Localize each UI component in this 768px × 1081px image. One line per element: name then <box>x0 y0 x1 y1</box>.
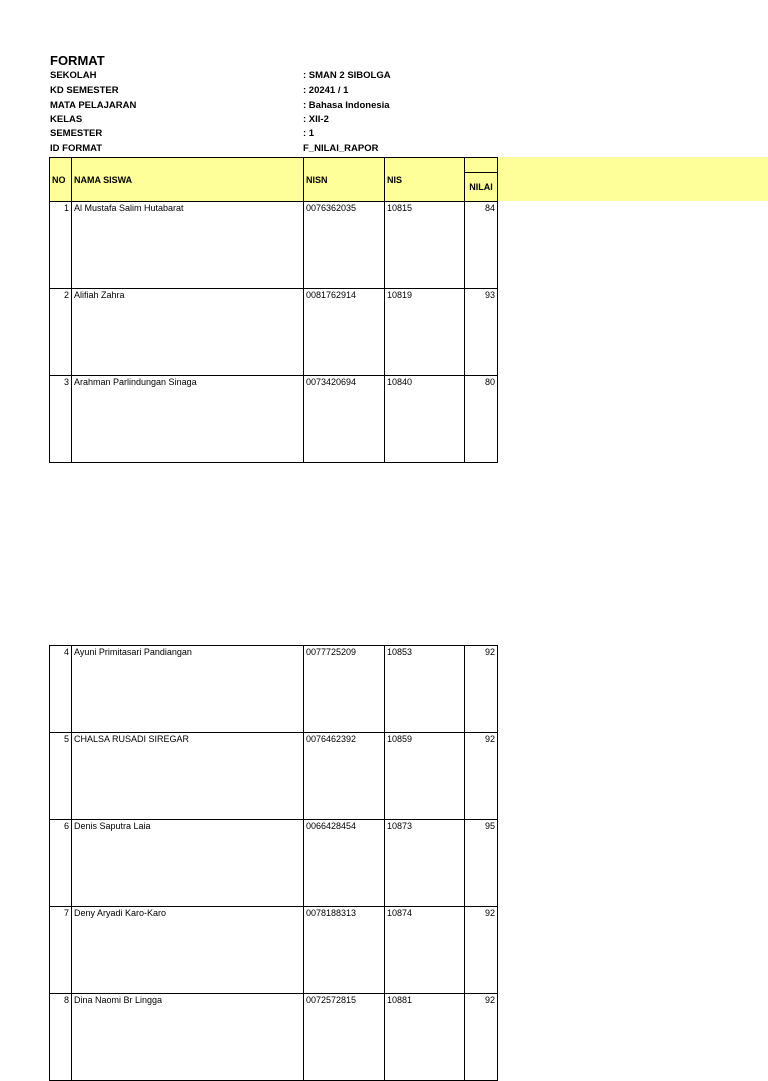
row-nisn: 0077725209 <box>304 646 385 733</box>
info-value-kelas: : XII-2 <box>303 114 329 125</box>
grades-table-part-1 <box>49 157 498 463</box>
info-label-mapel: MATA PELAJARAN <box>50 100 137 111</box>
table-row <box>50 820 498 907</box>
row-no: 2 <box>50 289 72 376</box>
info-label-kd-semester: KD SEMESTER <box>50 85 119 96</box>
row-nisn: 0076462392 <box>304 733 385 820</box>
header-nama-siswa: NAMA SISWA <box>72 158 304 202</box>
info-label-kelas: KELAS <box>50 114 83 125</box>
header-no: NO <box>50 158 72 202</box>
row-nilai: 95 <box>465 820 498 907</box>
row-nisn: 0066428454 <box>304 820 385 907</box>
row-no: 8 <box>50 994 72 1081</box>
header-nilai <box>465 158 498 202</box>
row-nilai: 93 <box>465 289 498 376</box>
row-nilai: 92 <box>465 994 498 1081</box>
table-header-row <box>50 158 498 202</box>
row-no: 5 <box>50 733 72 820</box>
row-no: 7 <box>50 907 72 994</box>
row-nilai: 80 <box>465 376 498 463</box>
info-label-semester: SEMESTER <box>50 128 103 139</box>
header-nilai-top <box>465 159 497 173</box>
row-no: 3 <box>50 376 72 463</box>
row-nis: 10874 <box>385 907 465 994</box>
table-row <box>50 733 498 820</box>
info-value-mapel: : Bahasa Indonesia <box>303 100 390 111</box>
row-no: 1 <box>50 202 72 289</box>
row-nama: Arahman Parlindungan Sinaga <box>72 376 304 463</box>
info-value-kd-semester: : 20241 / 1 <box>303 85 349 96</box>
row-nama: Alifiah Zahra <box>72 289 304 376</box>
row-nisn: 0076362035 <box>304 202 385 289</box>
row-nis: 10881 <box>385 994 465 1081</box>
header-highlight-band <box>495 157 768 201</box>
row-nama: Deny Aryadi Karo-Karo <box>72 907 304 994</box>
info-label-sekolah: SEKOLAH <box>50 70 97 81</box>
table-row <box>50 202 498 289</box>
row-nilai: 84 <box>465 202 498 289</box>
header-nis: NIS <box>385 158 465 202</box>
row-nama: Dina Naomi Br Lingga <box>72 994 304 1081</box>
table-row <box>50 376 498 463</box>
header-nisn: NISN <box>304 158 385 202</box>
row-nilai: 92 <box>465 646 498 733</box>
info-value-semester: : 1 <box>303 128 315 139</box>
table-row <box>50 646 498 733</box>
row-nisn: 0078188313 <box>304 907 385 994</box>
document-title: FORMAT <box>50 53 105 68</box>
row-nis: 10873 <box>385 820 465 907</box>
grades-table-part-2 <box>49 645 498 1081</box>
row-no: 6 <box>50 820 72 907</box>
row-nis: 10819 <box>385 289 465 376</box>
info-value-sekolah: : SMAN 2 SIBOLGA <box>303 70 391 81</box>
row-nis: 10815 <box>385 202 465 289</box>
row-nisn: 0073420694 <box>304 376 385 463</box>
row-nisn: 0072572815 <box>304 994 385 1081</box>
row-nisn: 0081762914 <box>304 289 385 376</box>
table-row <box>50 907 498 994</box>
row-nilai: 92 <box>465 733 498 820</box>
row-nis: 10840 <box>385 376 465 463</box>
info-label-id-format: ID FORMAT <box>50 143 103 154</box>
row-nis: 10859 <box>385 733 465 820</box>
row-nilai: 92 <box>465 907 498 994</box>
row-nama: CHALSA RUSADI SIREGAR <box>72 733 304 820</box>
row-nama: Denis Saputra Laia <box>72 820 304 907</box>
row-no: 4 <box>50 646 72 733</box>
info-value-id-format: F_NILAI_RAPOR <box>303 143 379 154</box>
table-row <box>50 994 498 1081</box>
table-row <box>50 289 498 376</box>
row-nama: Ayuni Primitasari Pandiangan <box>72 646 304 733</box>
row-nama: Al Mustafa Salim Hutabarat <box>72 202 304 289</box>
header-nilai-label: NILAI <box>469 182 493 192</box>
row-nis: 10853 <box>385 646 465 733</box>
